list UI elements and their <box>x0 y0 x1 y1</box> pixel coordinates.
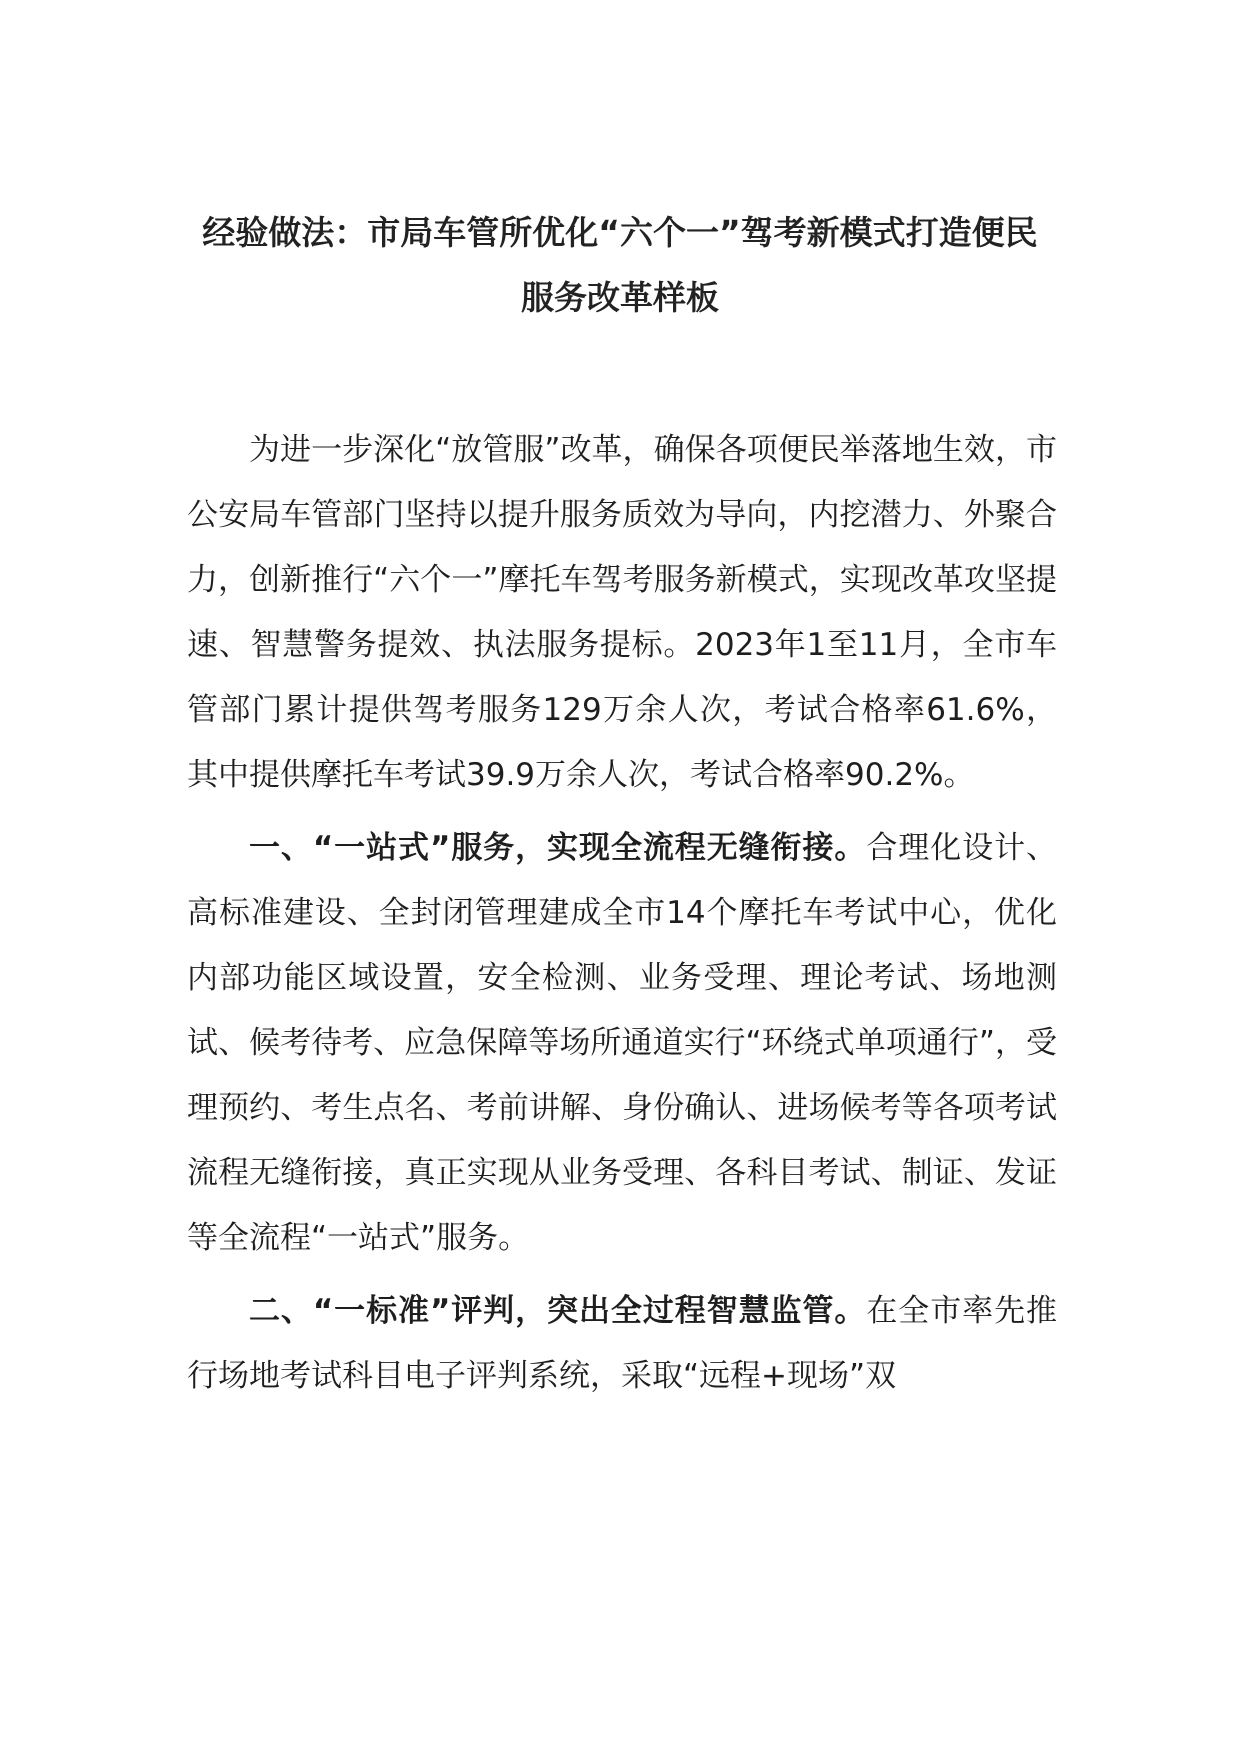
paragraph-text: 为进一步深化“放管服”改革，确保各项便民举落地生效，市公安局车管部门坚持以提升服务质效为导向，内挖潜力、外聚合力，创新推行“六个一”摩托车驾考服务新模式，实现改革攻坚提速、智慧警务提效、执法服务提标。2023年1至11月，全市车管部门累计提供驾考服务129万余人次，考试合格率61.6%，其中提供摩托车考试39.9万余人次，考试合格率90.2%。 <box>187 432 1057 793</box>
paragraph-section-2 <box>187 1279 1057 1409</box>
paragraph-section-1 <box>187 816 1057 1271</box>
document-body <box>187 418 1057 1417</box>
paragraph-lead: 二、“一标准”评判，突出全过程智慧监管。 <box>249 1293 867 1329</box>
document-title: 经验做法：市局车管所优化“六个一”驾考新模式打造便民服务改革样板 <box>202 213 1038 317</box>
paragraph-text: 合理化设计、高标准建设、全封闭管理建成全市14个摩托车考试中心，优化内部功能区域设置，安全检测、业务受理、理论考试、场地测试、候考待考、应急保障等场所通道实行“环绕式单项通行”，受理预约、考生点名、考前讲解、身份确认、进场候考等各项考试流程无缝衔接，真正实现从业务受理、各科目考试、制证、发证等全流程“一站式”服务。 <box>187 830 1058 1256</box>
paragraph-intro <box>187 418 1057 808</box>
paragraph-text: 在全市率先推行场地考试科目电子评判系统，采取“远程+现场”双 <box>187 1293 1058 1394</box>
paragraph-lead: 一、“一站式”服务，实现全流程无缝衔接。 <box>249 830 867 866</box>
